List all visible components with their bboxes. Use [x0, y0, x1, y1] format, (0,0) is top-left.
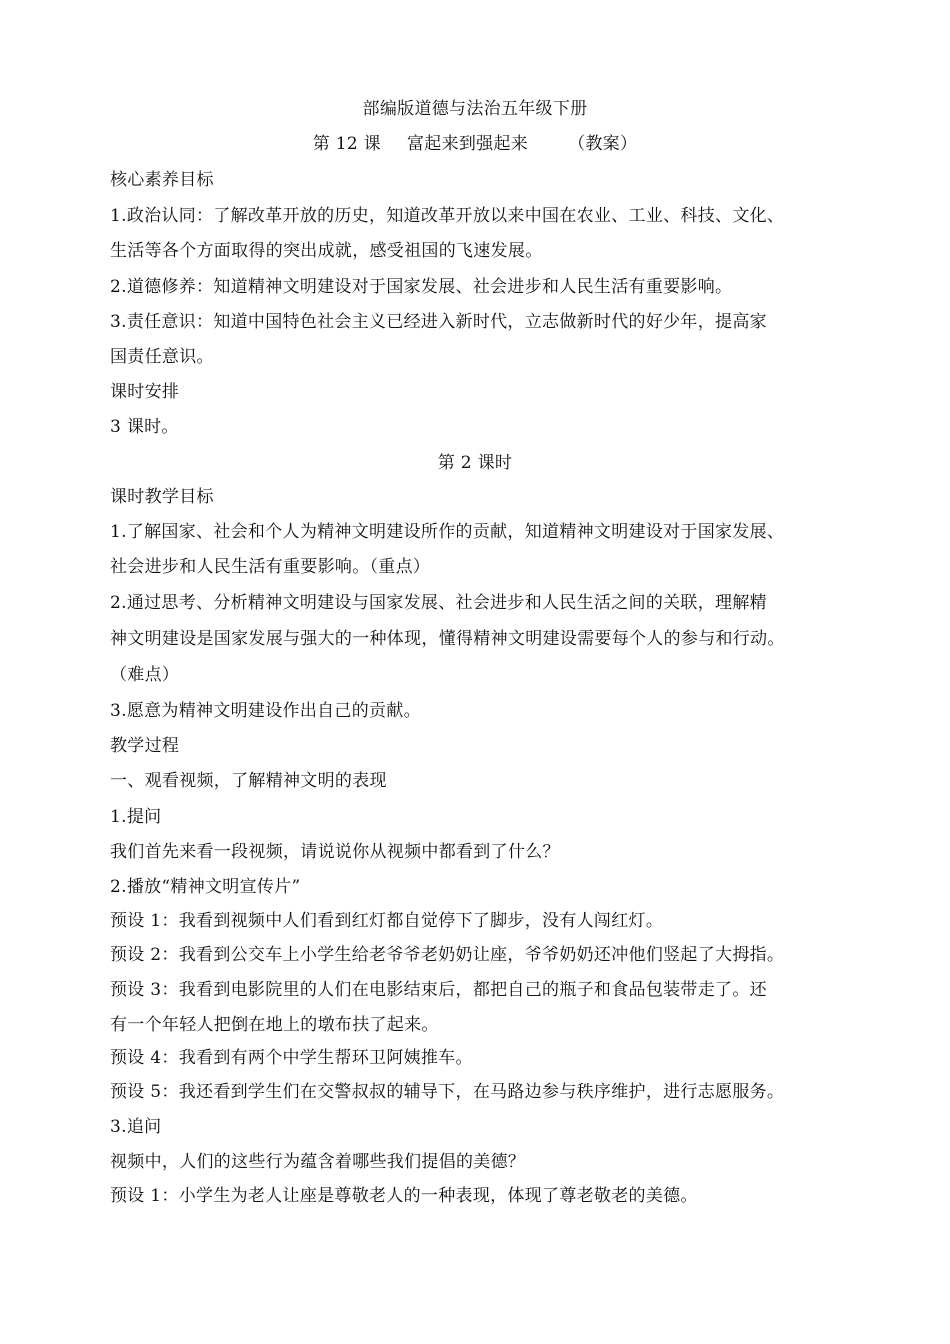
- goals-heading: 课时教学目标: [110, 487, 214, 507]
- goals-item-line: 神文明建设是国家发展与强大的一种体现，懂得精神文明建设需要每个人的参与和行动。: [110, 629, 785, 649]
- goals-item-line: 社会进步和人民生活有重要影响。（重点）: [110, 557, 431, 577]
- document-title: 部编版道德与法治五年级下册: [362, 99, 588, 119]
- schedule-heading: 课时安排: [110, 382, 180, 402]
- process-line: 预设 1：小学生为老人让座是尊敬老人的一种表现，体现了尊老敬老的美德。: [110, 1186, 698, 1206]
- process-line: 预设 3：我看到电影院里的人们在电影结束后，都把自己的瓶子和食品包装带走了。还: [110, 980, 767, 1000]
- process-line: 有一个年轻人把倒在地上的墩布扶了起来。: [110, 1015, 439, 1035]
- process-line: 我们首先来看一段视频，请说说你从视频中都看到了什么？: [110, 842, 560, 862]
- process-line: 预设 1：我看到视频中人们看到红灯都自觉停下了脚步，没有人闯红灯。: [110, 911, 664, 931]
- process-line: 一、观看视频，了解精神文明的表现: [110, 771, 387, 791]
- session-title: 第 2 课时: [437, 453, 513, 473]
- goals-item-line: （难点）: [110, 665, 180, 685]
- core-item-line: 1.政治认同：了解改革开放的历史，知道改革开放以来中国在农业、工业、科技、文化、: [110, 206, 785, 226]
- core-heading: 核心素养目标: [110, 170, 214, 190]
- lesson-number: 第 12 课: [312, 134, 381, 154]
- process-line: 2.播放“精神文明宣传片”: [110, 877, 301, 897]
- core-item-line: 国责任意识。: [110, 347, 214, 367]
- schedule-value: 3 课时。: [110, 417, 179, 437]
- goals-item-line: 2.通过思考、分析精神文明建设与国家发展、社会进步和人民生活之间的关联，理解精: [110, 593, 767, 613]
- goals-item-line: 3.愿意为精神文明建设作出自己的贡献。: [110, 701, 421, 721]
- process-line: 3.追问: [110, 1117, 162, 1137]
- process-line: 1.提问: [110, 807, 162, 827]
- goals-item-line: 1.了解国家、社会和个人为精神文明建设所作的贡献，知道精神文明建设对于国家发展、: [110, 522, 785, 542]
- core-item-line: 2.道德修养：知道精神文明建设对于国家发展、社会进步和人民生活有重要影响。: [110, 277, 733, 297]
- core-item-line: 生活等各个方面取得的突出成就，感受祖国的飞速发展。: [110, 241, 543, 261]
- core-item-line: 3.责任意识：知道中国特色社会主义已经进入新时代，立志做新时代的好少年，提高家: [110, 312, 767, 332]
- process-line: 视频中，人们的这些行为蕴含着哪些我们提倡的美德？: [110, 1152, 526, 1172]
- lesson-name: 富起来到强起来: [406, 134, 529, 154]
- process-line: 预设 4：我看到有两个中学生帮环卫阿姨推车。: [110, 1048, 473, 1068]
- lesson-type: （教案）: [568, 134, 638, 154]
- process-heading: 教学过程: [110, 736, 180, 756]
- process-line: 预设 2：我看到公交车上小学生给老爷爷老奶奶让座，爷爷奶奶还冲他们竖起了大拇指。: [110, 945, 785, 965]
- lesson-title: [0, 133, 950, 155]
- process-line: 预设 5：我还看到学生们在交警叔叔的辅导下，在马路边参与秩序维护，进行志愿服务。: [110, 1082, 785, 1102]
